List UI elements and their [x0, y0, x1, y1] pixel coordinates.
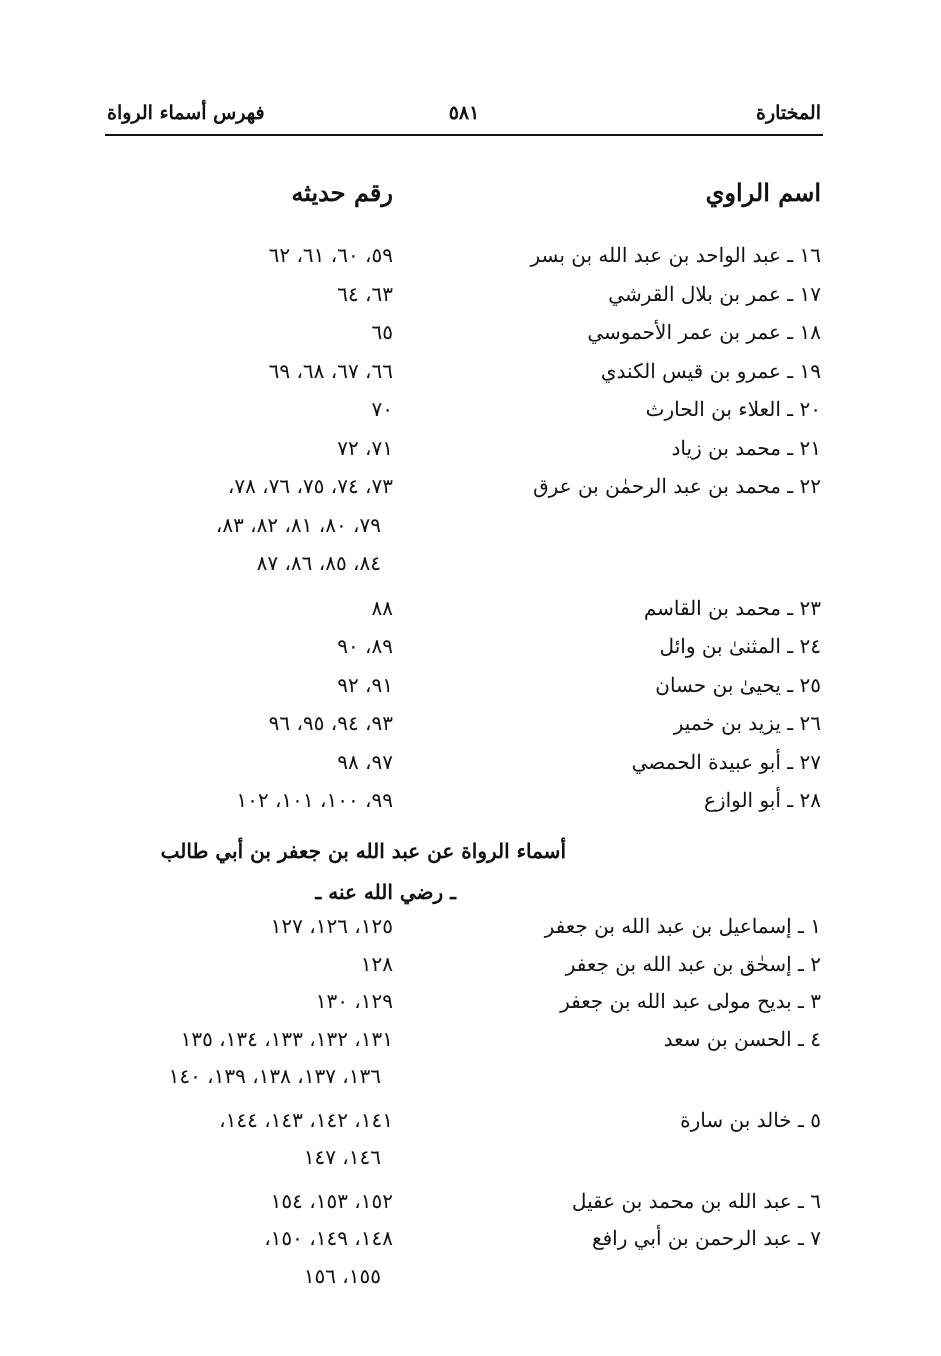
hadith-numbers: ١٣٦، ١٣٧، ١٣٨، ١٣٩، ١٤٠: [168, 1064, 381, 1088]
page-header: [105, 100, 823, 136]
hadith-numbers: ١٢٩، ١٣٠: [315, 989, 393, 1013]
hadith-number-column-title: رقم حديثه: [291, 178, 393, 207]
hadith-numbers: ٨٨: [371, 595, 393, 620]
narrator-name: ٧ ـ عبد الرحمن بن أبي رافع: [591, 1226, 821, 1250]
narrator-name: ١٧ ـ عمر بن بلال القرشي: [608, 281, 821, 306]
narrator-name: ٢٥ ـ يحيىٰ بن حسان: [655, 672, 821, 697]
narrator-name: ٢١ ـ محمد بن زياد: [671, 435, 821, 460]
hadith-numbers: ٨٤، ٨٥، ٨٦، ٨٧: [256, 551, 381, 575]
hadith-numbers: ٩١، ٩٢: [337, 672, 393, 697]
section-title: أسماء الرواة عن عبد الله بن جعفر بن أبي طالب: [160, 839, 566, 863]
narrator-name: ١٩ ـ عمرو بن قيس الكندي: [600, 358, 821, 383]
hadith-numbers: ٧٣، ٧٤، ٧٥، ٧٦، ٧٨،: [227, 474, 393, 498]
narrator-name: ٦ ـ عبد الله بن محمد بن عقيل: [571, 1188, 821, 1213]
hadith-numbers: ٦٣، ٦٤: [337, 281, 393, 306]
hadith-numbers: ٩٩، ١٠٠، ١٠١، ١٠٢: [236, 788, 393, 812]
hadith-numbers: ١٤٨، ١٤٩، ١٥٠،: [264, 1226, 393, 1250]
hadith-numbers: ٩٣، ٩٤، ٩٥، ٩٦: [268, 711, 393, 735]
section-subtitle: ـ رضي الله عنه ـ: [315, 880, 456, 904]
narrator-name: ٢٦ ـ يزيد بن خمير: [673, 711, 821, 735]
hadith-numbers: ٥٩، ٦٠، ٦١، ٦٢: [268, 243, 393, 267]
hadith-numbers: ١٢٨: [360, 951, 393, 976]
narrator-name-column-title: اسم الراوي: [705, 178, 821, 207]
hadith-numbers: ٩٧، ٩٨: [337, 749, 393, 774]
hadith-numbers: ٧١، ٧٢: [337, 435, 393, 460]
hadith-numbers: ٧٩، ٨٠، ٨١، ٨٢، ٨٣،: [215, 512, 381, 537]
narrator-name: ٤ ـ الحسن بن سعد: [663, 1026, 821, 1051]
hadith-numbers: ٦٥: [371, 320, 393, 344]
hadith-numbers: ٦٦، ٦٧، ٦٨، ٦٩: [268, 358, 393, 383]
hadith-numbers: ١٥٢، ١٥٣، ١٥٤: [270, 1188, 393, 1213]
narrator-name: ٥ ـ خالد بن سارة: [680, 1107, 821, 1132]
narrator-name: ٢٤ ـ المثنىٰ بن وائل: [659, 634, 821, 658]
narrator-name: ١ ـ إسماعيل بن عبد الله بن جعفر: [544, 914, 821, 938]
narrator-name: ٢٠ ـ العلاء بن الحارث: [645, 397, 821, 421]
index-title: فهرس أسماء الرواة: [107, 102, 265, 124]
narrator-name: ٢٢ ـ محمد بن عبد الرحمٰن بن عرق: [533, 474, 821, 498]
narrator-name: ٢٨ ـ أبو الوازع: [703, 788, 821, 812]
book-title: المختارة: [756, 102, 821, 124]
hadith-numbers: ١٥٥، ١٥٦: [303, 1263, 381, 1288]
narrator-name: ٣ ـ بديح مولى عبد الله بن جعفر: [560, 989, 821, 1013]
hadith-numbers: ١٤١، ١٤٢، ١٤٣، ١٤٤،: [219, 1107, 393, 1132]
narrator-name: ١٨ ـ عمر بن عمر الأحموسي: [587, 320, 821, 344]
hadith-numbers: ١٣١، ١٣٢، ١٣٣، ١٣٤، ١٣٥: [180, 1026, 393, 1051]
narrator-name: ٢ ـ إسحٰق بن عبد الله بن جعفر: [565, 951, 821, 976]
hadith-numbers: ١٢٥، ١٢٦، ١٢٧: [270, 914, 393, 938]
hadith-numbers: ٧٠: [371, 397, 393, 421]
hadith-numbers: ١٤٦، ١٤٧: [303, 1145, 381, 1169]
narrator-name: ٢٧ ـ أبو عبيدة الحمصي: [631, 749, 821, 774]
page-number: ٥٨١: [448, 102, 480, 124]
hadith-numbers: ٨٩، ٩٠: [337, 634, 393, 658]
narrator-name: ١٦ ـ عبد الواحد بن عبد الله بن بسر: [530, 243, 821, 267]
narrator-name: ٢٣ ـ محمد بن القاسم: [643, 595, 821, 620]
